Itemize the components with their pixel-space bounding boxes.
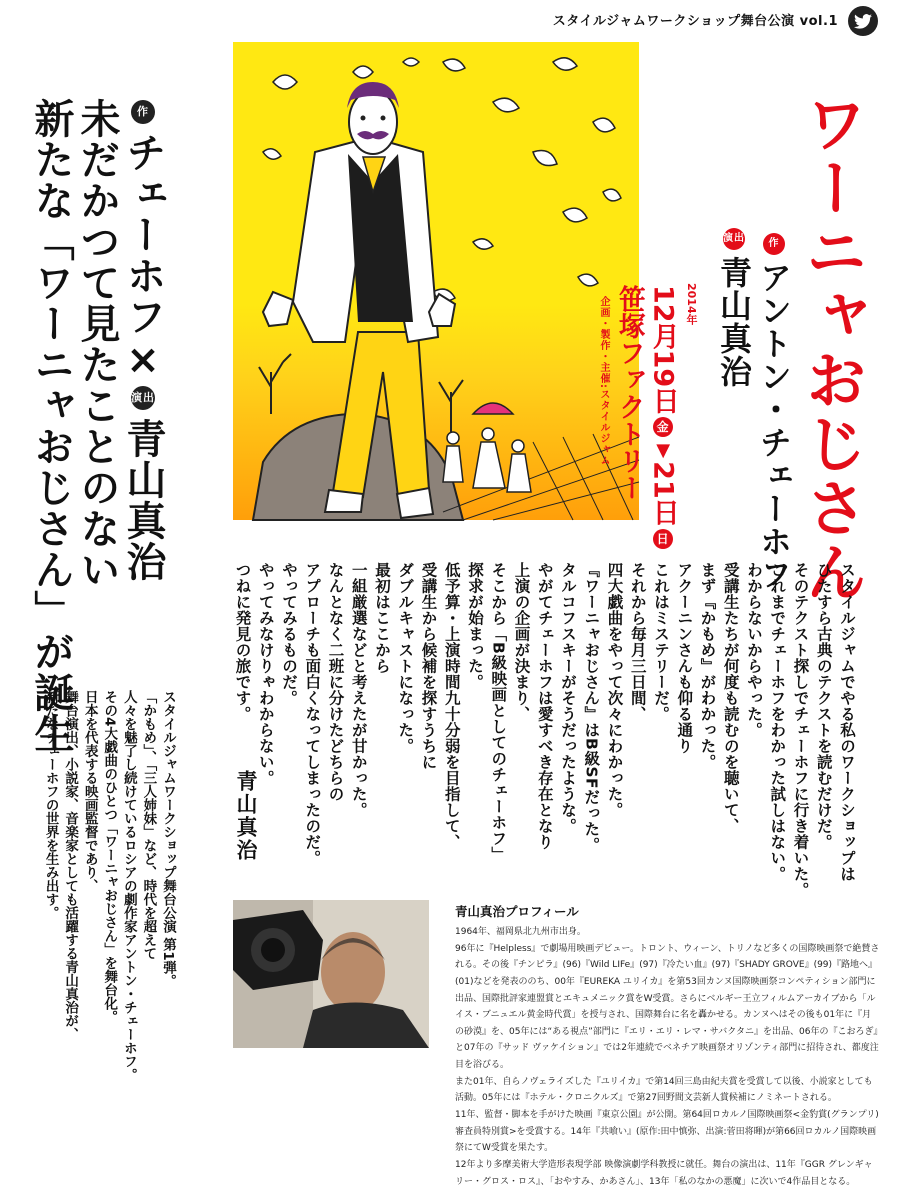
essay-line: 上演の企画が決まり、 bbox=[512, 562, 531, 722]
intro-line: その4大戯曲のひとつ「ワーニャおじさん」を舞台化。 bbox=[101, 690, 118, 1024]
essay-line: ひたすら古典のテクストを読むだけだ。 bbox=[814, 562, 833, 850]
essay-line: 『ワーニャおじさん』はB級SFだった。 bbox=[582, 562, 601, 854]
profile-paragraph: 1964年、福岡県北九州市出身。 bbox=[455, 927, 586, 937]
catch-line-3: 新たな「ワーニャおじさん」が誕生 bbox=[28, 98, 74, 754]
event-venue: 笹塚ファクトリー bbox=[613, 285, 645, 501]
essay-line: やってみなけりゃわからない。 bbox=[256, 562, 275, 786]
key-illustration bbox=[233, 42, 639, 520]
profile-paragraph: 11年、監督・脚本を手がけた映画『東京公園』が公開。第64回ロカルノ国際映画祭<金豹賞(グランプリ)審査員特別賞>を受賞する。14年『共喰い』(原作:田中慎弥、出演:菅田将暉)が第66回ロカルノ国際映画祭にてW受賞を果たす。 bbox=[455, 1110, 879, 1154]
essay-line: タルコフスキーがそうだったような。 bbox=[559, 562, 577, 834]
essay-signature: 青山真治 bbox=[234, 770, 258, 862]
illustration-drawing bbox=[233, 42, 639, 520]
twitter-icon[interactable] bbox=[848, 6, 878, 36]
profile-paragraph: 96年に『Helpless』で劇場用映画デビュー。トロント、ウィーン、トリノなど多くの国際映画祭で絶賛される。その後『チンピラ』(96)『Wild LIFe』(97)『冷たい血』(97)『SHADY GROVE』(99)『路地へ』(01)などを発表ののち、00年『EUREKA ユリイカ』を第53回カンヌ国際映画祭コンペティション部門に出品、国際批評家連盟賞とエキュメニック賞をW受賞。さらにベルギー王立フィルムアーカイブから「ルイス・ブニュエル黄金時代賞」を授与され、国際舞台に名を轟かせる。カンヌへはその後も01年に『月の砂漠』を、05年には“ある視点”部門に『エリ・エリ・レマ・サバクタニ』を出品、06年の『こおろぎ』と07年の『サッド ヴァケイション』では2年連続でベネチア映画祭オリゾンティ部門に招待され、都度注目を浴びる。 bbox=[455, 943, 880, 1071]
author-badge: 作 bbox=[131, 100, 155, 124]
essay-line: これはミステリーだ。 bbox=[652, 562, 670, 722]
series-title: スタイルジャムワークショップ舞台公演 vol.1 bbox=[552, 14, 838, 29]
essay-line: 最初はここから bbox=[373, 562, 391, 674]
essay-line: ダブルキャストになった。 bbox=[396, 562, 415, 754]
date-end: 21日 bbox=[647, 461, 679, 526]
profile-heading: 青山真治プロフィール bbox=[455, 904, 579, 919]
intro-line: 日本を代表する映画監督であり、 bbox=[81, 690, 98, 893]
essay-line: なんとなく二班に分けたどちらの bbox=[326, 562, 345, 802]
date-start: 12月19日 bbox=[647, 285, 679, 415]
essay-line: 一組厳選などと考えたが甘かった。 bbox=[349, 562, 368, 818]
essay-line: 探求が始まった。 bbox=[466, 562, 484, 690]
essay-line: 受講生たちが何度も読むのを聴いて、 bbox=[721, 562, 740, 834]
intro-line: 舞台演出、小説家、音楽家としても活躍する青山真治が、 bbox=[62, 690, 79, 1041]
intro-text bbox=[40, 690, 177, 1110]
event-organizer: 企画・製作・主催:スタイルジャム bbox=[598, 296, 609, 466]
director-photo bbox=[233, 900, 429, 1048]
play-title: ワーニャおじさん bbox=[795, 92, 868, 604]
catch-line-1 bbox=[120, 98, 166, 582]
essay-line: つねに発見の旅です。 bbox=[233, 562, 252, 722]
author-credit bbox=[755, 233, 793, 591]
intro-line: スタイルジャムワークショップ舞台公演 第1弾。 bbox=[159, 690, 176, 988]
intro-line: 「かもめ」、「三人姉妹」など、時代を超えて bbox=[140, 690, 157, 960]
essay-line: そのテクスト探しでチェーホフに行き着いた。 bbox=[791, 562, 810, 898]
essay-line: やってみるものだ。 bbox=[280, 562, 298, 706]
director-essay bbox=[230, 562, 858, 898]
author-name: アントン・チェーホフ bbox=[755, 261, 793, 591]
date-arrow: ▼ bbox=[652, 440, 674, 462]
director-credit bbox=[715, 228, 753, 388]
essay-line: 受講生から候補を探すうちに bbox=[419, 562, 438, 770]
day-start-badge: 金 bbox=[653, 417, 673, 437]
event-year: 2014年 bbox=[685, 283, 698, 325]
catch-line-1-pre: チェーホフ× bbox=[120, 132, 166, 384]
event-dates bbox=[648, 285, 678, 552]
director-credit-badge: 演出 bbox=[723, 228, 745, 250]
essay-line: これまでチェーホフをわかった試しはない。 bbox=[768, 562, 787, 882]
essay-line: アプローチも面白くなってしまったのだ。 bbox=[303, 562, 322, 866]
essay-line: わからないからやった。 bbox=[745, 562, 763, 738]
essay-line: アクーニンさんも仰る通り bbox=[675, 562, 694, 754]
essay-line: 低予算・上演時間九十分弱を目指して、 bbox=[442, 562, 461, 850]
essay-line: スタイルジャムでやる私のワークショップは bbox=[838, 562, 856, 882]
essay-line: やがてチェーホフは愛すべき存在となり bbox=[535, 562, 554, 850]
catch-line-1-post: 青山真治 bbox=[120, 418, 166, 582]
director-badge: 演出 bbox=[131, 386, 155, 410]
essay-line: まず『かもめ』がわかった。 bbox=[698, 562, 717, 770]
director-name: 青山真治 bbox=[715, 256, 753, 388]
profile-text bbox=[455, 924, 880, 1190]
profile-paragraph: また01年、自らノヴェライズした『ユリイカ』で第14回三島由紀夫賞を受賞して以後、小説家としても活動。05年には『ホテル・クロニクルズ』で第27回野間文芸新人賞候補にノミネートされる。 bbox=[455, 1076, 873, 1104]
profile-paragraph: 12年より多摩美術大学造形表現学部 映像演劇学科教授に就任。舞台の演出は、11年『GGR グレンギャリー・グロス・ロス』、「おやすみ、かあさん」、13年「私のなかの悪魔」に次いで4作品目となる。 bbox=[455, 1159, 873, 1187]
day-end-badge: 日 bbox=[653, 529, 673, 549]
intro-line: 人々を魅了し続けているロシアの劇作家アントン・チェーホフ。 bbox=[120, 690, 137, 1082]
catch-line-2: 未だかつて見たことのない bbox=[74, 98, 120, 590]
author-credit-badge: 作 bbox=[763, 233, 785, 255]
essay-line: 四大戯曲をやって次々にわかった。 bbox=[605, 562, 624, 818]
essay-line: そこから「B級映画としてのチェーホフ」 bbox=[489, 562, 508, 863]
intro-line: 新たなチェーホフの世界を生み出す。 bbox=[42, 690, 59, 920]
essay-line: それから毎月三日間、 bbox=[628, 562, 647, 722]
